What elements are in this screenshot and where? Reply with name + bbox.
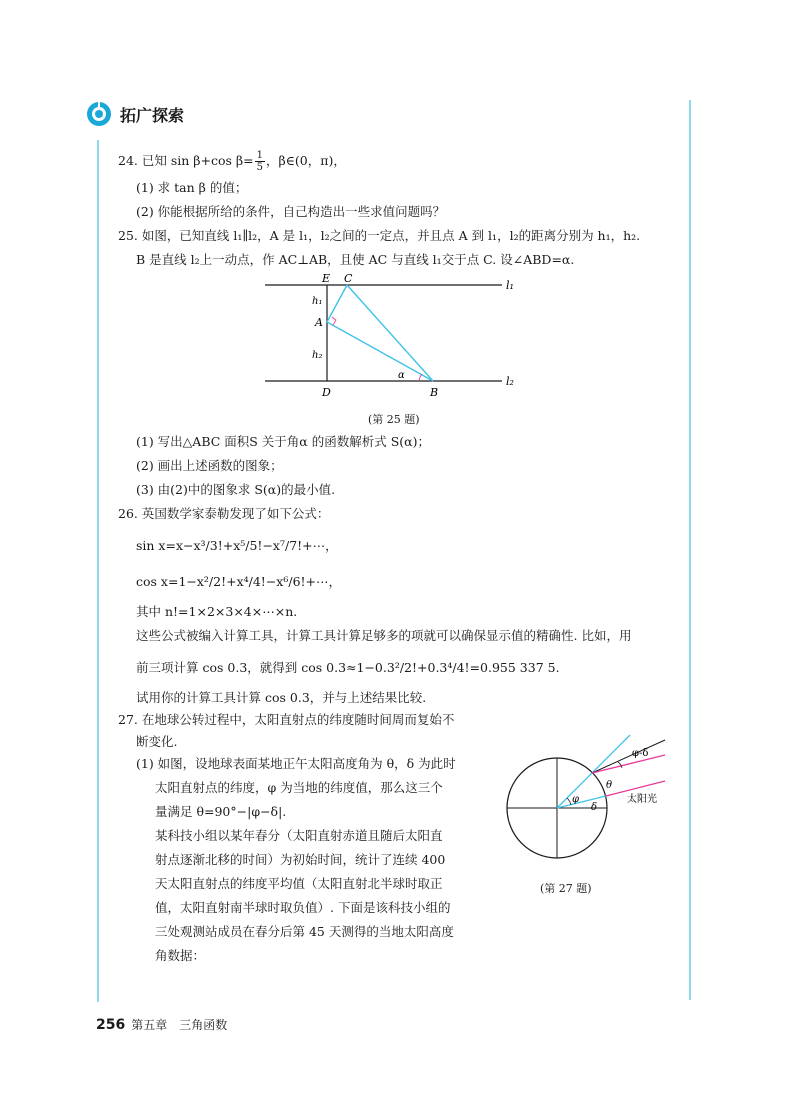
label-theta: θ [606,780,613,791]
problem-27-paragraph-line-4: 值，太阳直射南半球时取负值）. 下面是该科技小组的 [155,900,451,915]
angle-alpha-arc [419,374,422,381]
section-header [86,100,184,128]
problem-24-question-2: (2) 你能根据所给的条件，自己构造出一些求值问题吗？ [136,204,446,219]
right-angle-mark [332,317,336,325]
problem-25-question-2: (2) 画出上述函数的图象； [136,458,283,473]
fraction-denominator: 5 [256,162,263,173]
problem-27-question-1-line-2: 太阳直射点的纬度，φ 为当地的纬度值，那么这三个 [155,780,443,795]
problem-27-paragraph-line-5: 三处观测站成员在春分后第 45 天测得的当地太阳高度 [155,924,454,939]
explore-section-icon [86,101,112,127]
angle-phi-arc [567,798,571,805]
problem-25-question-3: (3) 由(2)中的图象求 S(α)的最小值. [136,482,336,497]
label-l1: l₁ [506,279,514,292]
label-sunlight: 太阳光 [627,794,657,805]
figure-25-caption: (第 25 题) [368,413,420,426]
sun-direction-radius [557,796,606,808]
problem-25-question-1: (1) 写出△ABC 面积S 关于角α 的函数解析式 S(α)； [136,434,430,449]
fraction-numerator: 1 [256,150,263,161]
label-phi: φ [572,794,580,805]
label-delta: δ [591,802,598,813]
label-l2: l₂ [506,375,514,388]
problem-25-line-1: 25. 如图，已知直线 l₁∥l₂，A 是 l₁，l₂之间的一定点，并且点 A 到 l₁，l₂的距离分别为 h₁，h₂. [118,228,641,243]
problem-27-line-2: 断变化. [136,734,178,749]
fraction-one-fifth [255,150,265,173]
problem-27-question-1-line-1: (1) 如图，设地球表面某地正午太阳高度角为 θ，δ 为此时 [136,756,456,771]
chapter-title: 第五章 三角函数 [131,1018,228,1032]
problem-25-line-2: B 是直线 l₂上一动点，作 AC⊥AB，且使 AC 与直线 l₁交于点 C. 设∠ABD=α. [136,252,575,267]
problem-27-paragraph-line-3: 天太阳直射点的纬度平均值（太阳直射北半球时取正 [155,876,443,891]
problem-27-figure [500,730,690,880]
latitude-radius [557,735,630,808]
problem-27-paragraph-line-6: 角数据： [155,948,206,963]
label-c: C [344,272,353,285]
problem-27-paragraph-line-1: 某科技小组以某年春分（太阳直射赤道且随后太阳直 [155,828,443,843]
problem-24-head-b: ，β∈(0，π)， [265,153,346,168]
label-h2: h₂ [312,350,323,361]
segment-ac [327,285,347,322]
problem-27-question-1-line-3: 量满足 θ=90°−|φ−δ|. [155,804,287,819]
segment-cb [347,285,433,381]
label-e: E [322,272,331,285]
problem-24-statement [118,150,346,173]
label-alpha: α [398,370,405,381]
page-number: 256 [96,1017,126,1033]
problem-24-head-a: 24. 已知 sin β+cos β= [118,153,254,168]
cosine-taylor-formula: cos x=1−x²/2!+x⁴/4!−x⁶/6!+⋯， [136,574,342,589]
left-margin-rule [97,140,99,1002]
label-a: A [315,316,323,329]
problem-27-line-1: 27. 在地球公转过程中，太阳直射点的纬度随时间周而复始不 [118,712,455,727]
sine-taylor-formula: sin x=x−x³/3!+x⁵/5!−x⁷/7!+⋯， [136,538,338,553]
sun-ray-upper [592,755,665,773]
factorial-definition: 其中 n!=1×2×3×4×⋯×n. [136,604,298,619]
label-d: D [322,386,331,399]
problem-26-line-1: 26. 英国数学家泰勒发现了如下公式： [118,506,330,521]
problem-26-paragraph-1: 这些公式被编入计算工具，计算工具计算足够多的项就可以确保显示值的精确性. 比如，用 [136,628,632,643]
label-h1: h₁ [312,296,323,307]
problem-26-paragraph-3: 试用你的计算工具计算 cos 0.3，并与上述结果比较. [136,690,427,705]
label-b: B [430,386,439,399]
problem-24-question-1: (1) 求 tan β 的值； [136,180,248,195]
section-title: 拓广探索 [120,105,185,125]
label-phi-minus-delta: φ-δ [632,748,649,759]
segment-ab [327,322,433,381]
figure-27-caption: (第 27 题) [540,882,592,895]
problem-26-paragraph-2: 前三项计算 cos 0.3，就得到 cos 0.3≈1−0.3²/2!+0.3⁴/4!=0.955 337 5. [136,660,560,675]
problem-27-paragraph-line-2: 射点逐渐北移的时间）为初始时间，统计了连续 400 [155,852,446,867]
problem-25-figure [240,270,540,405]
page-footer [96,1016,227,1033]
tangent-line [592,740,665,773]
